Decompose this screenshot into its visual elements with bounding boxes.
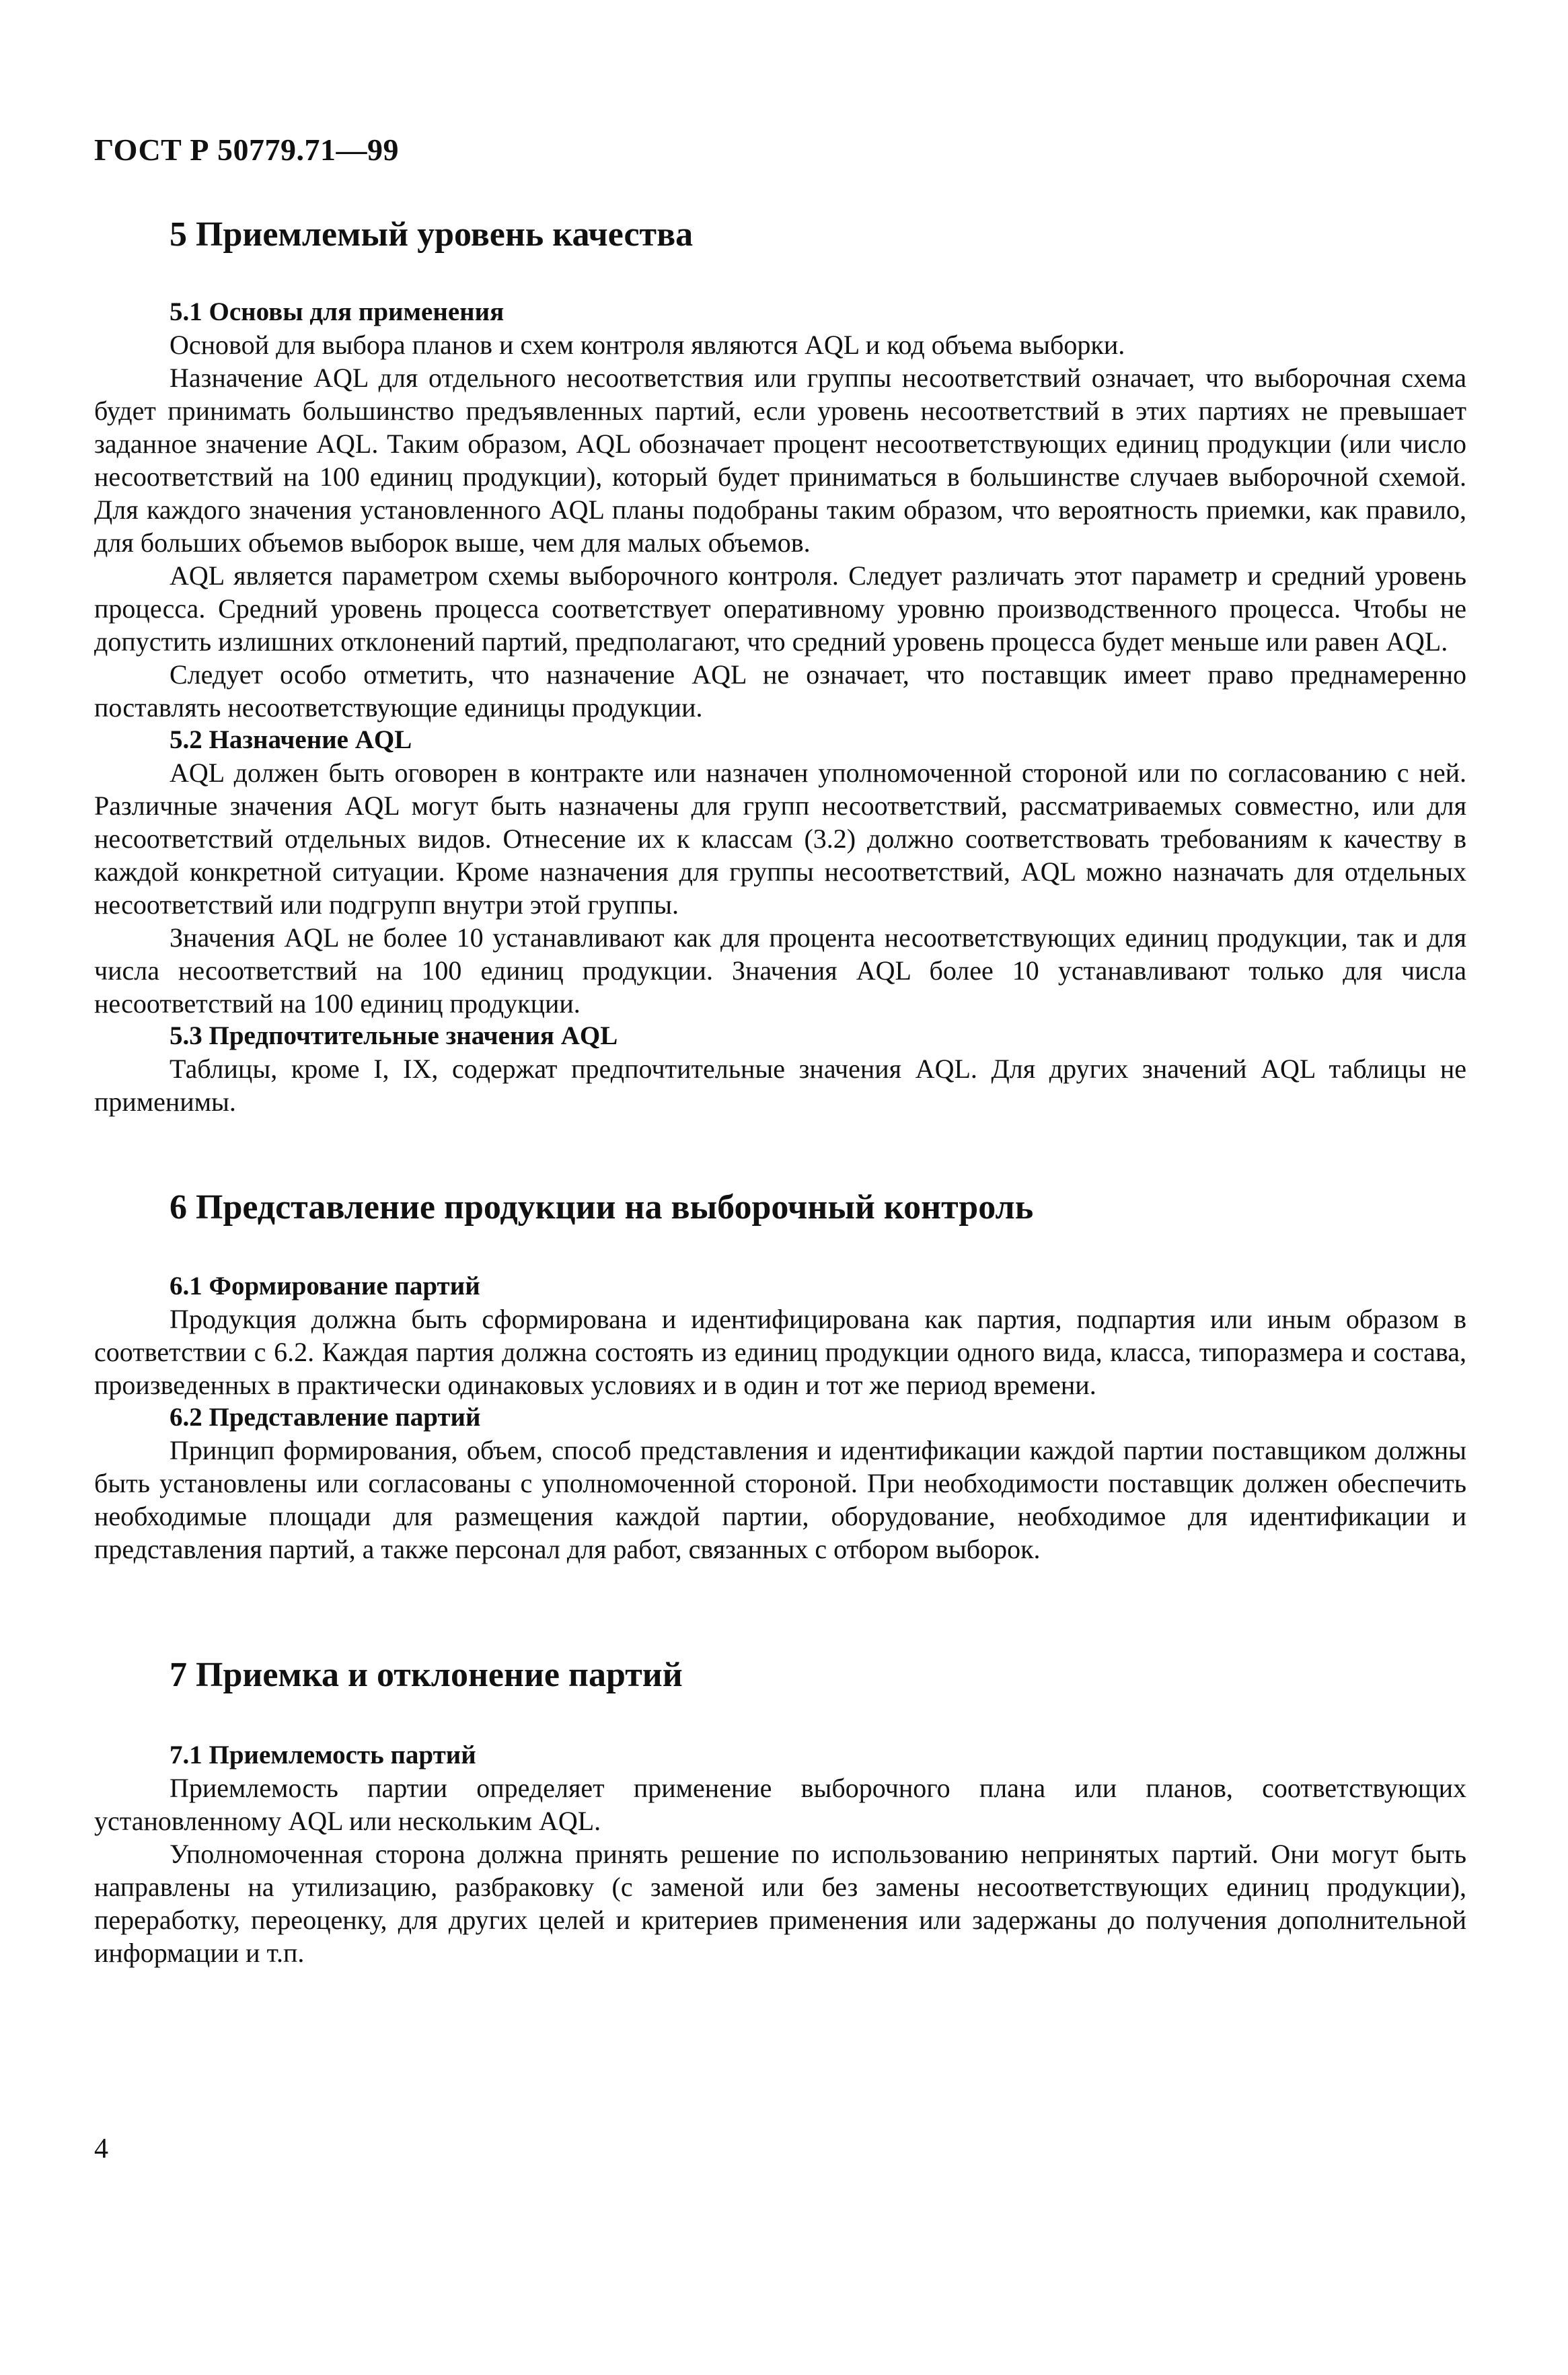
paragraph: Таблицы, кроме I, IX, содержат предпочтительные значения AQL. Для других значений AQL таблицы не применимы. — [94, 1054, 1466, 1117]
paragraph: Следует особо отметить, что назначение AQL не означает, что поставщик имеет право преднамеренно поставлять несоответствующие единицы продукции. — [94, 659, 1466, 723]
paragraph: Основой для выбора планов и схем контроля являются AQL и код объема выборки. — [170, 330, 1125, 360]
subsection-6-2 — [94, 1401, 1466, 1566]
subsection-title: 7.1 Приемлемость партий — [170, 1741, 476, 1769]
section-title: 5 Приемлемый уровень качества — [170, 215, 694, 254]
section-6 — [94, 1187, 1466, 1566]
subsection-7-1 — [94, 1739, 1466, 1969]
subsection-6-1 — [94, 1270, 1466, 1401]
subsection-title: 5.3 Предпочтительные значения AQL — [170, 1021, 618, 1050]
paragraph: AQL является параметром схемы выборочного контроля. Следует различать этот параметр и средний уровень процесса. Средний уровень процесса соответствует оперативному уровню производственного процесса. Чтобы не допустить излишних отклонений партий, предполагают, что средний уровень процесса будет меньше или равен AQL. — [94, 560, 1466, 657]
section-title: 6 Представление продукции на выборочный контроль — [170, 1188, 1034, 1227]
paragraph: Приемлемость партии определяет применение выборочного плана или планов, соответствующих установленному AQL или нескольким AQL. — [94, 1773, 1466, 1836]
subsection-title: 5.1 Основы для применения — [170, 297, 505, 326]
paragraph: Значения AQL не более 10 устанавливают как для процента несоответствующих единиц продукции, так и для числа несоответствий на 100 единиц продукции. Значения AQL более 10 устанавливают только для числа несоответствий на 100 единиц продукции. — [94, 922, 1466, 1019]
paragraph: Принцип формирования, объем, способ представления и идентификации каждой партии поставщиком должны быть установлены или согласованы с уполномоченной стороной. При необходимости поставщик должен обеспечить необходимые площади для размещения каждой партии, оборудование, необходимое для идентификации и представления партий, а также персонал для работ, связанных с отбором выборок. — [94, 1435, 1466, 1564]
subsection-5-1 — [94, 296, 1466, 724]
paragraph: Продукция должна быть сформирована и идентифицирована как партия, подпартия или иным образом в соответствии с 6.2. Каждая партия должна состоять из единиц продукции одного вида, класса, типоразмера и состава, произведенных в практически одинаковых условиях и в один и тот же период времени. — [94, 1304, 1466, 1400]
paragraph: Назначение AQL для отдельного несоответствия или группы несоответствий означает, что выборочная схема будет принимать большинство предъявленных партий, если уровень несоответствий в этих партиях не превышает заданное значение AQL. Таким образом, AQL обозначает процент несоответствующих единиц продукции (или число несоответствий на 100 единиц продукции), который будет приниматься в большинстве случаев выборочной схемой. Для каждого значения установленного AQL планы подобраны таким образом, что вероятность приемки, как правило, для больших объемов выборок выше, чем для малых объемов. — [94, 363, 1466, 558]
subsection-title: 6.2 Представление партий — [170, 1403, 481, 1432]
paragraph: Уполномоченная сторона должна принять решение по использованию непринятых партий. Они могут быть направлены на утилизацию, разбраковку (с заменой или без замены несоответствующих единиц продукции), переработку, переоценку, для других целей и критериев применения или задержаны до получения дополнительной информации и т.п. — [94, 1839, 1466, 1968]
subsection-title: 6.1 Формирование партий — [170, 1272, 480, 1301]
document-body — [94, 214, 1466, 1969]
section-title: 7 Приемка и отклонение партий — [170, 1656, 683, 1694]
subsection-5-3 — [94, 1020, 1466, 1118]
section-5 — [94, 214, 1466, 1118]
subsection-title: 5.2 Назначение AQL — [170, 725, 412, 754]
document-header: ГОСТ Р 50779.71—99 — [94, 133, 399, 167]
subsection-5-2 — [94, 724, 1466, 1020]
paragraph: AQL должен быть оговорен в контракте или назначен уполномоченной стороной или по согласованию с ней. Различные значения AQL могут быть назначены для групп несоответствий, рассматриваемых совместно, или для несоответствий отдельных видов. Отнесение их к классам (3.2) должно соответствовать требованиям к качеству в каждой конкретной ситуации. Кроме назначения для группы несоответствий, AQL можно назначать для отдельных несоответствий или подгрупп внутри этой группы. — [94, 758, 1466, 920]
page-number: 4 — [94, 2133, 108, 2164]
section-7 — [94, 1654, 1466, 1969]
